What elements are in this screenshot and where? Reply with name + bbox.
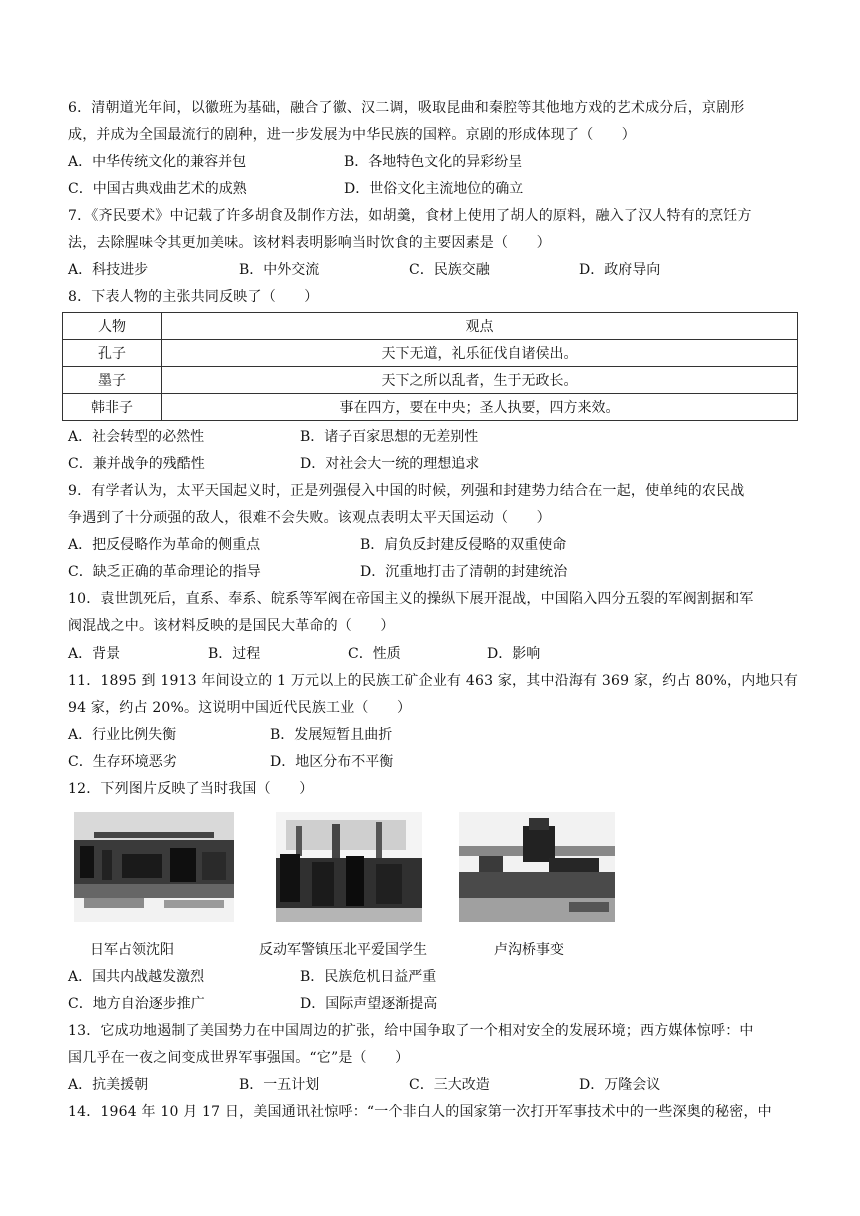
q7-option-d: D．政府导向 xyxy=(579,262,661,278)
table-header-person: 人物 xyxy=(63,313,162,340)
table-cell-view: 天下无道，礼乐征伐自诸侯出。 xyxy=(162,340,798,367)
table-row xyxy=(63,340,798,367)
q8-option-b: B．诸子百家思想的无差别性 xyxy=(300,429,479,445)
q7-option-a: A．科技进步 xyxy=(68,262,149,278)
q9-stem-line2: 争遇到了十分顽强的敌人，很难不会失败。该观点表明太平天国运动（ ） xyxy=(68,510,551,526)
q10-option-d: D．影响 xyxy=(487,646,541,662)
q11-stem-line1: 11．1895 到 1913 年间设立的 1 万元以上的民族工矿企业有 463 家，其中沿海有 369 家，约占 80%，内地只有 xyxy=(68,673,799,689)
q6-option-d: D．世俗文化主流地位的确立 xyxy=(344,181,524,197)
table-cell-person: 孔子 xyxy=(63,340,162,367)
q7-stem-line2: 法，去除腥味令其更加美味。该材料表明影响当时饮食的主要因素是（ ） xyxy=(68,235,551,251)
q13-stem-line2: 国几乎在一夜之间变成世界军事强国。“它”是（ ） xyxy=(68,1050,410,1066)
photo-marco-polo-bridge-incident xyxy=(459,812,615,922)
q11-option-a: A．行业比例失衡 xyxy=(68,727,177,743)
q6-option-c: C．中国古典戏曲艺术的成熟 xyxy=(68,181,247,197)
q10-option-b: B．过程 xyxy=(208,646,261,662)
q13-option-d: D．万隆会议 xyxy=(579,1077,661,1093)
q12-stem: 12．下列图片反映了当时我国（ ） xyxy=(68,781,314,797)
q11-option-b: B．发展短暂且曲折 xyxy=(270,727,393,743)
q7-stem-line1: 7．《齐民要术》中记载了许多胡食及制作方法，如胡羹，食材上使用了胡人的原料，融入了汉人特有的烹饪方 xyxy=(68,208,752,224)
q11-stem-line2: 94 家，约占 20%。这说明中国近代民族工业（ ） xyxy=(68,700,412,716)
q8-table xyxy=(62,312,798,421)
caption-photo-1: 日军占领沈阳 xyxy=(90,942,174,958)
q10-option-a: A．背景 xyxy=(68,646,121,662)
table-cell-view: 天下之所以乱者，生于无政长。 xyxy=(162,367,798,394)
table-cell-person: 韩非子 xyxy=(63,394,162,421)
q13-option-b: B．一五计划 xyxy=(239,1077,320,1093)
q12-option-c: C．地方自治逐步推广 xyxy=(68,996,205,1012)
q14-stem-line1: 14．1964 年 10 月 17 日，美国通讯社惊呼：“一个非白人的国家第一次打开军事技术中的一些深奥的秘密，中 xyxy=(68,1104,772,1120)
q8-option-a: A．社会转型的必然性 xyxy=(68,429,205,445)
q9-option-c: C．缺乏正确的革命理论的指导 xyxy=(68,564,261,580)
table-cell-view: 事在四方，要在中央；圣人执要，四方来效。 xyxy=(162,394,798,421)
q9-option-a: A．把反侵略作为革命的侧重点 xyxy=(68,537,261,553)
q13-stem-line1: 13．它成功地遏制了美国势力在中国周边的扩张，给中国争取了一个相对安全的发展环境；西方媒体惊呼：中 xyxy=(68,1023,754,1039)
table-header-view: 观点 xyxy=(162,313,798,340)
q7-option-c: C．民族交融 xyxy=(409,262,490,278)
q10-option-c: C．性质 xyxy=(348,646,401,662)
caption-photo-3: 卢沟桥事变 xyxy=(494,942,564,958)
caption-photo-2: 反动军警镇压北平爱国学生 xyxy=(259,942,427,958)
q10-stem-line1: 10．袁世凯死后，直系、奉系、皖系等军阀在帝国主义的操纵下展开混战，中国陷入四分五裂的军阀割据和军 xyxy=(68,591,754,607)
table-row xyxy=(63,367,798,394)
photo-japanese-occupy-shenyang xyxy=(74,812,234,922)
q12-option-b: B．民族危机日益严重 xyxy=(300,969,437,985)
q10-stem-line2: 阀混战之中。该材料反映的是国民大革命的（ ） xyxy=(68,618,395,634)
q11-option-d: D．地区分布不平衡 xyxy=(270,754,394,770)
table-cell-person: 墨子 xyxy=(63,367,162,394)
q9-option-d: D．沉重地打击了清朝的封建统治 xyxy=(360,564,568,580)
q6-option-a: A．中华传统文化的兼容并包 xyxy=(68,154,247,170)
q12-option-d: D．国际声望逐渐提高 xyxy=(300,996,438,1012)
table-header-row xyxy=(63,313,798,340)
q12-option-a: A．国共内战越发激烈 xyxy=(68,969,205,985)
q11-option-c: C．生存环境恶劣 xyxy=(68,754,177,770)
q6-stem-line1: 6．清朝道光年间，以徽班为基础，融合了徽、汉二调，吸取昆曲和秦腔等其他地方戏的艺术成分后，京剧形 xyxy=(68,100,745,116)
q6-stem-line2: 成，并成为全国最流行的剧种，进一步发展为中华民族的国粹。京剧的形成体现了（ ） xyxy=(68,127,636,143)
q9-option-b: B．肩负反封建反侵略的双重使命 xyxy=(360,537,567,553)
q8-option-c: C．兼并战争的残酷性 xyxy=(68,456,205,472)
q13-option-c: C．三大改造 xyxy=(409,1077,490,1093)
photo-suppress-students xyxy=(276,812,422,922)
q8-stem: 8．下表人物的主张共同反映了（ ） xyxy=(68,289,319,305)
q13-option-a: A．抗美援朝 xyxy=(68,1077,149,1093)
q7-option-b: B．中外交流 xyxy=(239,262,320,278)
q8-option-d: D．对社会大一统的理想追求 xyxy=(300,456,480,472)
table-row xyxy=(63,394,798,421)
q9-stem-line1: 9．有学者认为，太平天国起义时，正是列强侵入中国的时候，列强和封建势力结合在一起，使单纯的农民战 xyxy=(68,483,745,499)
q6-option-b: B．各地特色文化的异彩纷呈 xyxy=(344,154,523,170)
